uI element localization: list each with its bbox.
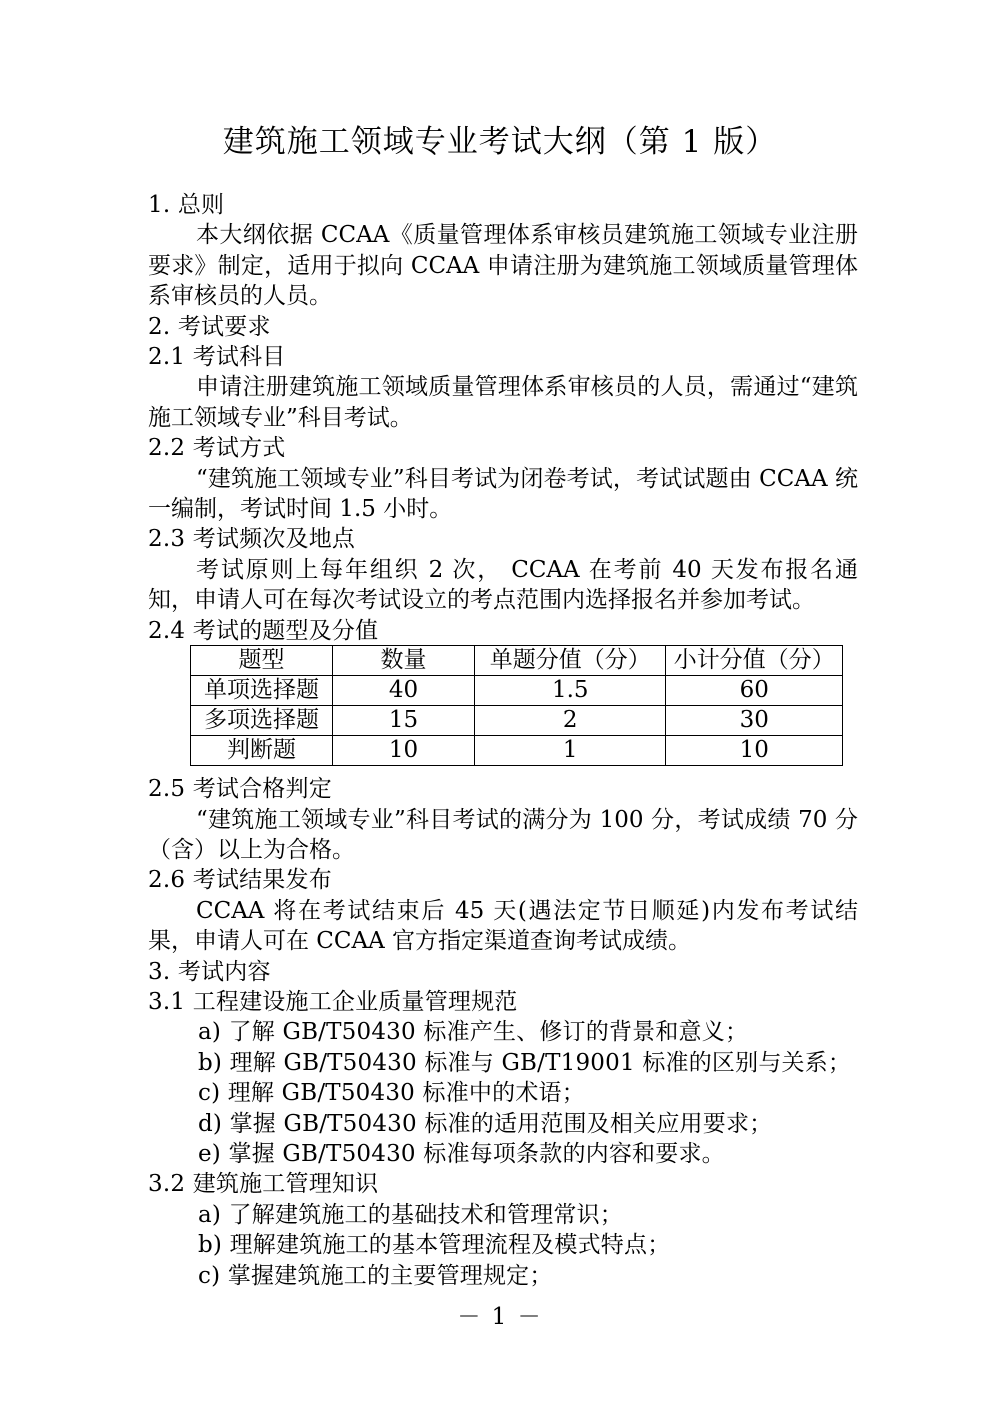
section-heading-3-1: 3.1 工程建设施工企业质量管理规范: [148, 988, 518, 1015]
section-paragraph-2-2: “建筑施工领域专业”科目考试为闭卷考试，考试试题由 CCAA 统一编制，考试时间 1.5 小时。: [148, 465, 858, 523]
score-table: [190, 645, 843, 766]
cell-per-item: 1: [475, 736, 666, 766]
section-paragraph-2-6: CCAA 将在考试结束后 45 天(遇法定节日顺延)内发布考试结果，申请人可在 CCAA 官方指定渠道查询考试成绩。: [148, 897, 858, 955]
section-heading-1: 1. 总则: [148, 192, 225, 218]
section-heading-2-2: 2.2 考试方式: [148, 435, 286, 462]
column-header-count: 数量: [332, 646, 474, 676]
section-paragraph-2-3: 考试原则上每年组织 2 次， CCAA 在考前 40 天发布报名通知，申请人可在每次考试设立的考点范围内选择报名并参加考试。: [148, 556, 858, 614]
section-paragraph-2-5: “建筑施工领域专业”科目考试的满分为 100 分，考试成绩 70 分（含）以上为合格。: [148, 806, 858, 863]
section-heading-2: 2. 考试要求: [148, 313, 271, 340]
table-row: [191, 706, 843, 736]
section-paragraph-2-1: 申请注册建筑施工领域质量管理体系审核员的人员，需通过“建筑施工领域专业”科目考试。: [148, 374, 858, 431]
section-heading-2-3: 2.3 考试频次及地点: [148, 526, 356, 553]
cell-count: 10: [332, 736, 474, 766]
list-item: c) 理解 GB/T50430 标准中的术语；: [198, 1080, 585, 1107]
list-item: d) 掌握 GB/T50430 标准的适用范围及相关应用要求；: [198, 1110, 773, 1137]
cell-subtotal: 30: [666, 706, 843, 736]
list-item: b) 理解 GB/T50430 标准与 GB/T19001 标准的区别与关系；: [198, 1049, 852, 1076]
list-item: c) 掌握建筑施工的主要管理规定；: [198, 1262, 553, 1289]
page-number-footer: － 1 －: [457, 1304, 543, 1330]
section-heading-2-4: 2.4 考试的题型及分值: [148, 617, 379, 644]
list-item: e) 掌握 GB/T50430 标准每项条款的内容和要求。: [198, 1140, 725, 1167]
table-row: [191, 676, 843, 706]
section-heading-3: 3. 考试内容: [148, 958, 271, 985]
cell-subtotal: 10: [666, 736, 843, 766]
cell-per-item: 1.5: [475, 676, 666, 706]
cell-type: 单项选择题: [191, 676, 333, 706]
section-heading-2-6: 2.6 考试结果发布: [148, 867, 332, 894]
column-header-per-item: 单题分值（分）: [475, 646, 666, 676]
cell-count: 15: [332, 706, 474, 736]
cell-type: 多项选择题: [191, 706, 333, 736]
list-item: a) 了解建筑施工的基础技术和管理常识；: [198, 1201, 623, 1228]
section-paragraph-1: 本大纲依据 CCAA《质量管理体系审核员建筑施工领域专业注册要求》制定，适用于拟向 CCAA 申请注册为建筑施工领域质量管理体系审核员的人员。: [148, 222, 858, 310]
list-item: b) 理解建筑施工的基本管理流程及模式特点；: [198, 1232, 671, 1259]
cell-per-item: 2: [475, 706, 666, 736]
column-header-subtotal: 小计分值（分）: [666, 646, 843, 676]
section-heading-2-1: 2.1 考试科目: [148, 344, 286, 371]
table-header-row: [191, 646, 843, 676]
column-header-type: 题型: [191, 646, 333, 676]
table-row: [191, 736, 843, 766]
cell-subtotal: 60: [666, 676, 843, 706]
section-heading-3-2: 3.2 建筑施工管理知识: [148, 1171, 379, 1198]
cell-count: 40: [332, 676, 474, 706]
section-heading-2-5: 2.5 考试合格判定: [148, 776, 332, 803]
cell-type: 判断题: [191, 736, 333, 766]
list-item: a) 了解 GB/T50430 标准产生、修订的背景和意义；: [198, 1019, 749, 1046]
page-title: 建筑施工领域专业考试大纲（第 1 版）: [222, 124, 778, 160]
